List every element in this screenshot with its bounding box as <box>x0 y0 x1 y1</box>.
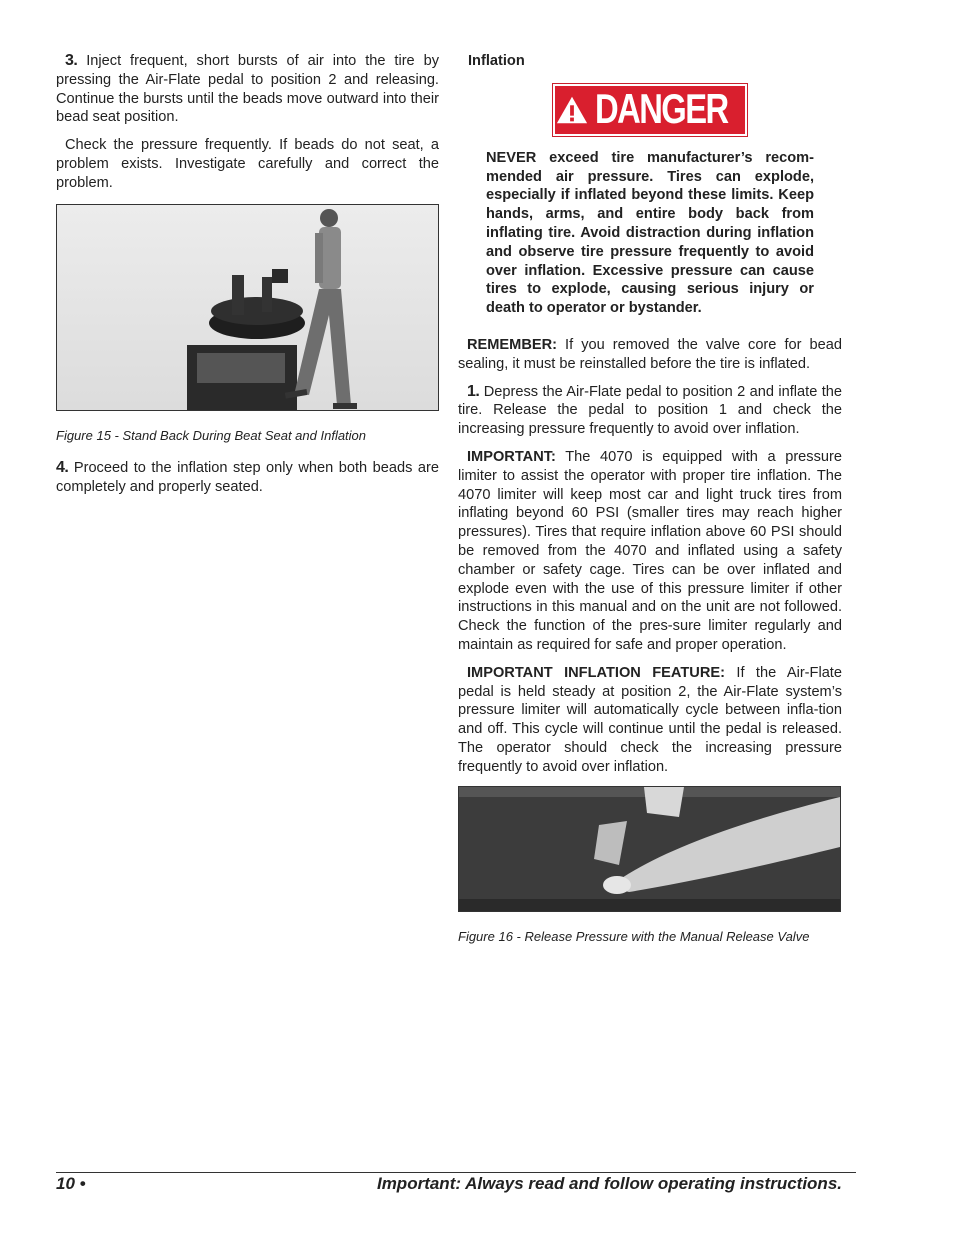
step-4-paragraph: 4. Proceed to the inflation step only when both beads are completely and properly seated. <box>56 459 439 496</box>
inflation-feature-paragraph: IMPORTANT INFLATION FEATURE: If the Air-Flate pedal is held steady at position 2, the Air-Flate system’s pressure limiter will automatically cycle between infla-tion and off. This cycle will continue until the pedal is released. The operator should check the increasing pressure frequently to avoid over inflation. <box>458 664 842 775</box>
figure-15-photo <box>56 204 439 411</box>
warning-triangle-icon <box>555 94 589 126</box>
remember-paragraph: REMEMBER: If you removed the valve core for bead sealing, it must be reinstalled before the tire is inflated. <box>458 336 842 372</box>
step-3-number: 3. <box>65 52 78 69</box>
footer-note: Important: Always read and follow operating instructions. <box>376 1174 842 1193</box>
figure-15-caption: Figure 15 - Stand Back During Beat Seat and Inflation <box>56 427 367 443</box>
operator-standing-back-image <box>57 205 438 410</box>
step-1-number: 1. <box>467 382 480 400</box>
page-number: 10 • <box>56 1174 86 1193</box>
danger-sign <box>552 83 748 137</box>
inflation-heading: Inflation <box>468 53 525 69</box>
danger-label: DANGER <box>595 85 728 133</box>
danger-warning-text: NEVER exceed tire manufacturer’s recom-mended air pressure. Tires can explode, especially if inflated beyond these limits. Keep hands, arms, and entire body back from inflating tire. Avoid distraction during inflation and observe tire pressure frequently to avoid over inflation. Excessive pressure can cause tires to explode, causing serious injury or death to operator or bystander. <box>486 149 814 317</box>
step-3-paragraph: 3. Inject frequent, short bursts of air into the tire by pressing the Air-Flate pedal to position 2 and releasing. Continue the bursts until the beads move outward into their bead seat position. <box>56 52 439 126</box>
step-1-paragraph: 1. Depress the Air-Flate pedal to position 2 and inflate the tire. Release the pedal to position 1 and check the increasing pressure frequently to avoid over inflation. <box>458 382 842 438</box>
step-4-number: 4. <box>56 459 69 477</box>
left-column <box>56 52 439 506</box>
page-footer <box>56 1172 842 1194</box>
figure-16-caption: Figure 16 - Release Pressure with the Manual Release Valve <box>458 928 810 944</box>
manual-release-valve-image <box>459 787 840 911</box>
important-paragraph: IMPORTANT: The 4070 is equipped with a pressure limiter to assist the operator with proper tire inflation. The 4070 limiter will keep most car and light truck tires from inflating beyond 60 PSI (smaller tires may reach higher pressures). Tires that require inflation above 60 PSI should be removed from the 4070 and inflated using a safety chamber or safety cage. Tires can be over inflated and explode even with the use of this pressure limiter if other instructions in this manual and on the unit are not followed. Check the function of the pres-sure limiter regularly and maintain as required for safe and proper operation. <box>458 448 842 653</box>
right-column <box>458 52 842 960</box>
check-pressure-paragraph: Check the pressure frequently. If beads do not seat, a problem exists. Investigate carefully and correct the problem. <box>56 137 439 191</box>
figure-16-photo <box>458 786 841 912</box>
